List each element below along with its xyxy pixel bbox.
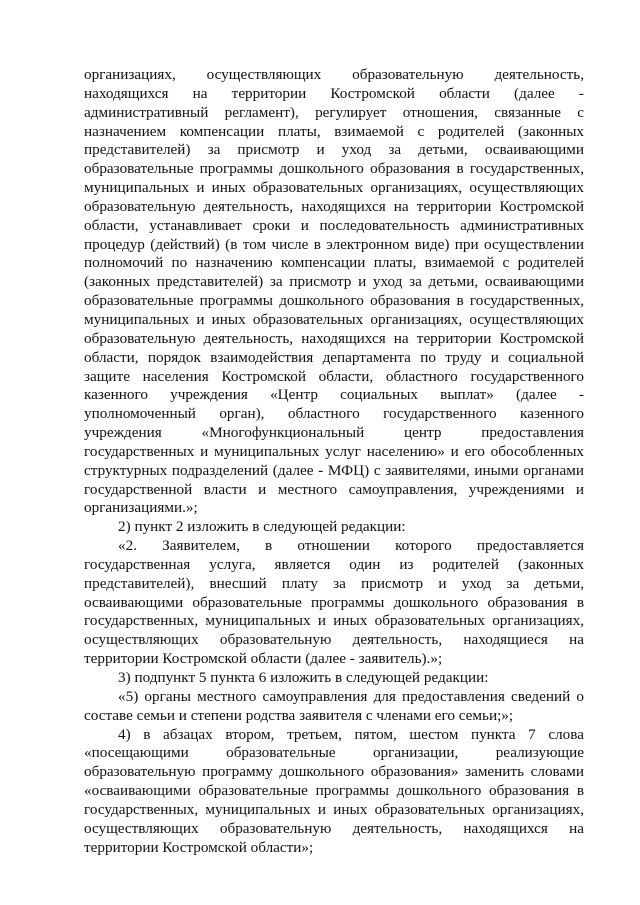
paragraph-item-2-text: «2. Заявителем, в отношении которого предоставляется государственная услуга, является один из родителей (законных представителей), внесший плату за присмотр и уход за детьми, осваивающими образовательные программы дошкольного образования в государственных, муниципальных и иных образовательных организациях, осуществляющих образовательную деятельность, находящиеся на территории Костромской области (далее - заявитель).»; bbox=[84, 537, 584, 668]
paragraph-item-3-heading: 3) подпункт 5 пункта 6 изложить в следующей редакции: bbox=[118, 669, 489, 686]
paragraph-item-4-text: 4) в абзацах втором, третьем, пятом, шестом пункта 7 слова «посещающими образовательные организации, реализующие образовательную программу дошкольного образования» заменить словами «осваивающими образовательные программы дошкольного образования в государственных, муниципальных и иных образовательных организациях, осуществляющих образовательную деятельность, находящихся на территории Костромской области»; bbox=[84, 725, 584, 856]
paragraph-item-2-heading: 2) пункт 2 изложить в следующей редакции: bbox=[118, 518, 406, 536]
document-page bbox=[84, 66, 584, 857]
paragraph-regulation-scope: организациях, осуществляющих образовательную деятельность, находящихся на территории Костромской области (далее - административный регламент), регулирует отношения, связанные с назначением компенсации платы, взимаемой с родителей (законных представителей) за присмотр и уход за детьми, осваивающими образовательные программы дошкольного образования в государственных, муниципальных и иных образовательных организациях, осуществляющих образовательную деятельность, находящихся на территории Костромской области, устанавливает сроки и последовательность административных процедур (действий) (в том числе в электронном виде) при осуществлении полномочий по назначению компенсации платы, взимаемой с родителей (законных представителей) за присмотр и уход за детьми, осваивающими образовательные программы дошкольного образования в государственных, муниципальных и иных образовательных организациях, осуществляющих образовательную деятельность, находящихся на территории Костромской области, порядок взаимодействия департамента по труду и социальной защите населения Костромской области, областного государственного казенного учреждения «Центр социальных выплат» (далее - уполномоченный орган), областного государственного казенного учреждения «Многофункциональный центр предоставления государственных и муниципальных услуг населению» и его обособленных структурных подразделений (далее - МФЦ) с заявителями, иными органами государственной власти и местного самоуправления, учреждениями и организациями.»; bbox=[84, 66, 584, 517]
paragraph-item-3-text: «5) органы местного самоуправления для предоставления сведений о составе семьи и степени родства заявителя с членами его семьи;»; bbox=[84, 687, 584, 724]
